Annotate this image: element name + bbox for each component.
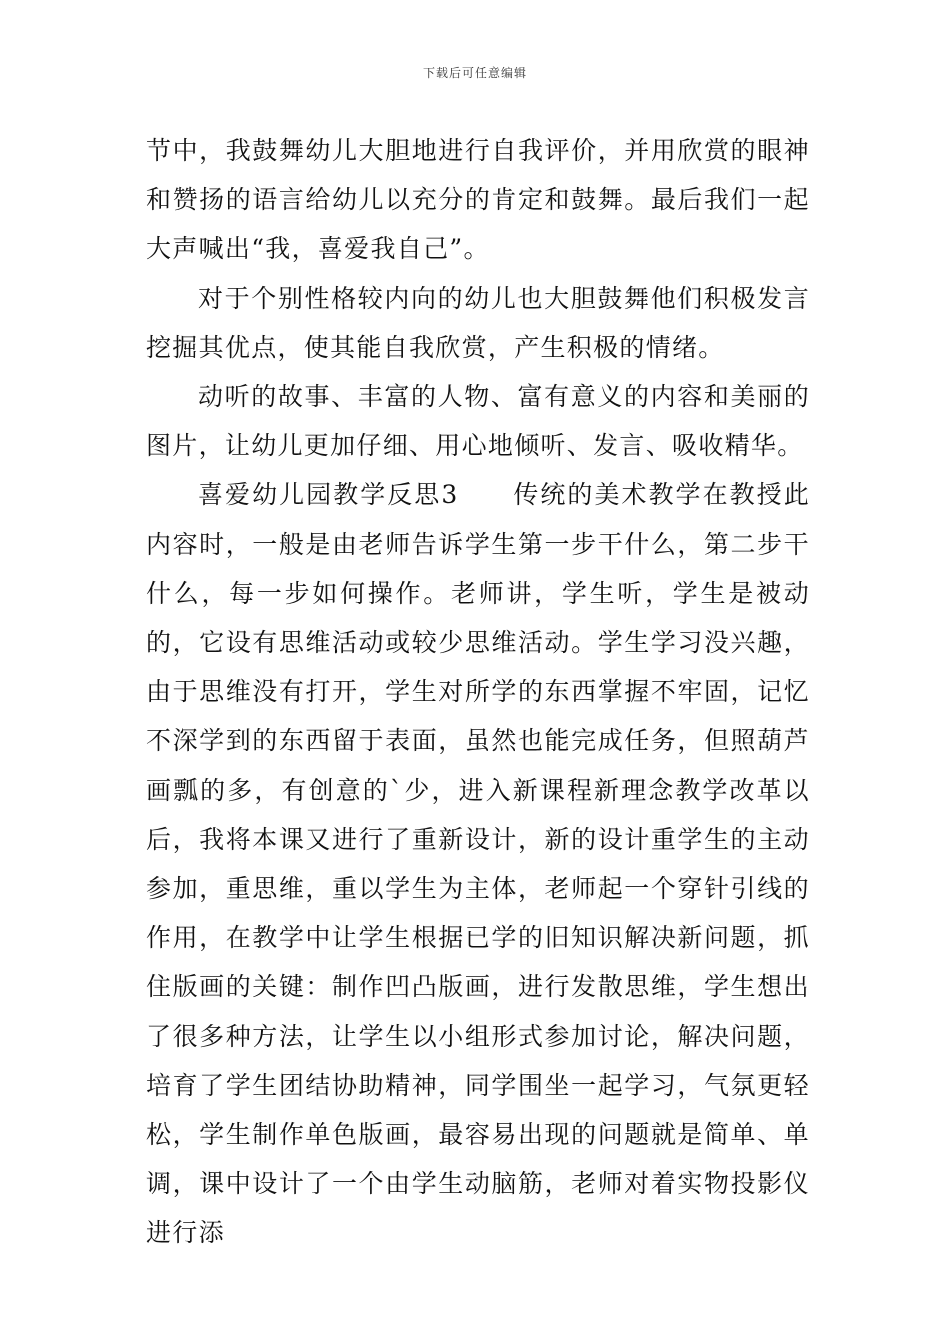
paragraph-2: 对于个别性格较内向的幼儿也大胆鼓舞他们积极发言挖掘其优点，使其能自我欣赏，产生积极的情绪。 (146, 283, 810, 362)
page-header-note: 下载后可任意编辑 (422, 66, 527, 80)
document-body (146, 126, 810, 1258)
paragraph-3: 动听的故事、丰富的人物、富有意义的内容和美丽的图片，让幼儿更加仔细、用心地倾听、发言、吸收精华。 (146, 382, 810, 461)
paragraph-4: 喜爱幼儿园教学反思3 传统的美术教学在教授此内容时，一般是由老师告诉学生第一步干什么，第二步干什么，每一步如何操作。老师讲，学生听，学生是被动的，它设有思维活动或较少思维活动。学生学习没兴趣，由于思维没有打开，学生对所学的东西掌握不牢固，记忆不深学到的东西留于表面，虽然也能完成任务，但照葫芦画瓢的多，有创意的`少，进入新课程新理念教学改革以后，我将本课又进行了重新设计，新的设计重学生的主动参加，重思维，重以学生为主体，老师起一个穿针引线的作用，在教学中让学生根据已学的旧知识解决新问题，抓住版画的关键：制作凹凸版画，进行发散思维，学生想出了很多种方法，让学生以小组形式参加讨论，解决问题，培育了学生团结协助精神，同学围坐一起学习，气氛更轻松，学生制作单色版画，最容易出现的问题就是简单、单调，课中设计了一个由学生动脑筋，老师对着实物投影仪进行添 (146, 480, 810, 1248)
paragraph-1: 节中，我鼓舞幼儿大胆地进行自我评价，并用欣赏的眼神和赞扬的语言给幼儿以充分的肯定和鼓舞。最后我们一起大声喊出“我，喜爱我自己”。 (146, 136, 810, 264)
